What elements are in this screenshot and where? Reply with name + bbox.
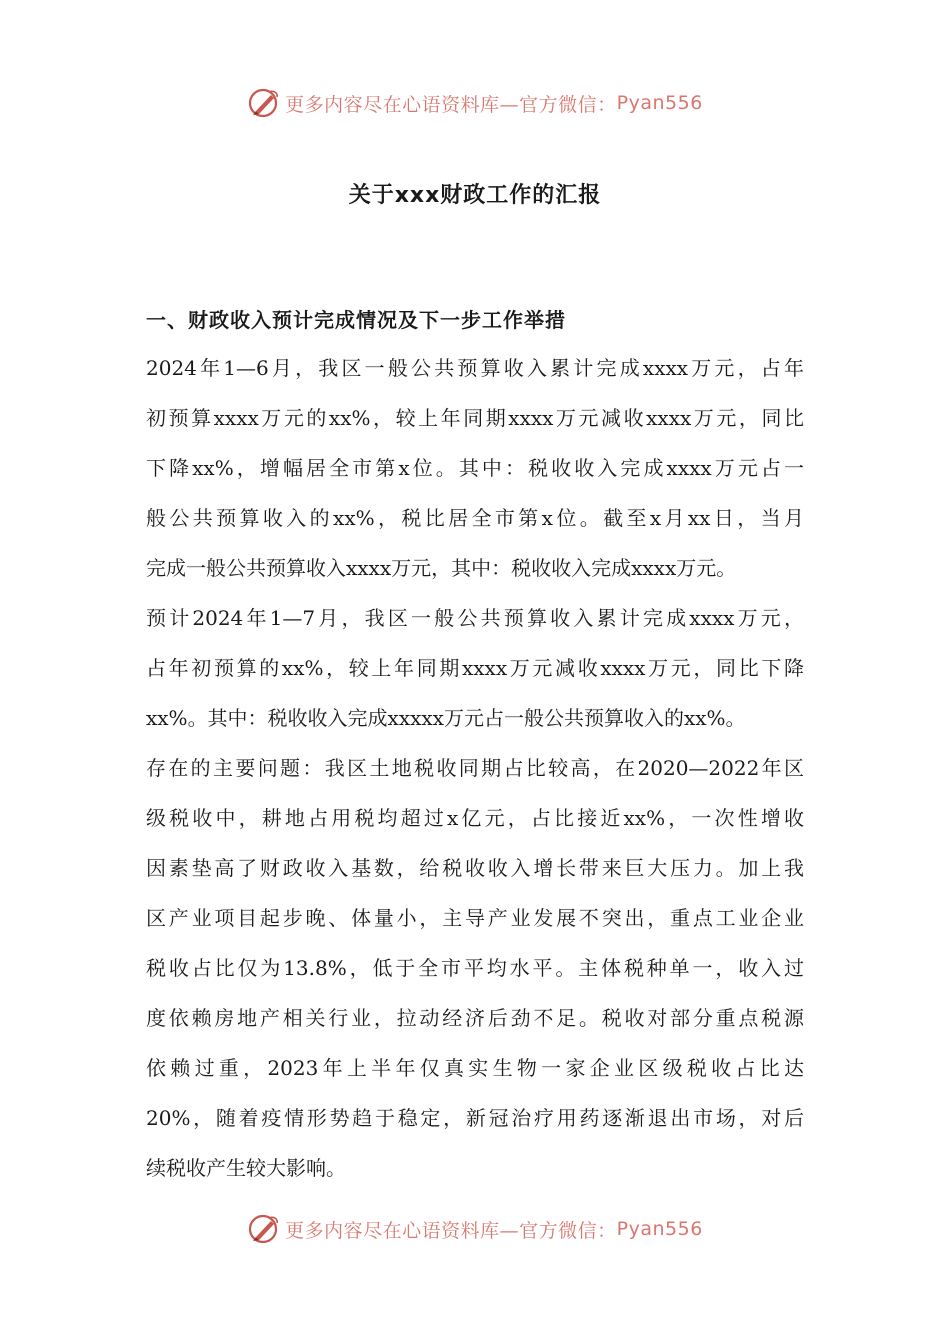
body-line: 20%，随着疫情形势趋于稳定，新冠治疗用药逐渐退出市场，对后 [146, 1106, 804, 1130]
section-heading: 一、财政收入预计完成情况及下一步工作举措 [146, 308, 566, 332]
watermark-text: 更多内容尽在心语资料库—官方微信： [285, 93, 617, 116]
watermark-wechat-id: Pyan556 [616, 92, 703, 114]
body-line: 完成一般公共预算收入xxxx万元，其中：税收收入完成xxxx万元。 [146, 556, 737, 580]
body-line: 级税收中，耕地占用税均超过x亿元，占比接近xx%，一次性增收 [146, 806, 804, 830]
document-title: 关于xxx财政工作的汇报 [348, 183, 602, 208]
body-line: 初预算xxxx万元的xx%，较上年同期xxxx万元减收xxxx万元，同比 [146, 406, 804, 430]
watermark-footer [0, 1212, 950, 1246]
watermark-text: 更多内容尽在心语资料库—官方微信： [285, 1219, 617, 1242]
watermark-wechat-id: Pyan556 [616, 1218, 703, 1240]
body-line: 下降xx%，增幅居全市第x位。其中：税收收入完成xxxx万元占一 [146, 456, 804, 480]
body-line: 2024年1—6月，我区一般公共预算收入累计完成xxxx万元，占年 [146, 356, 804, 380]
watermark-header [0, 86, 950, 120]
body-line: 续税收产生较大影响。 [146, 1156, 346, 1180]
pen-logo-icon [247, 1212, 281, 1246]
pen-logo-icon [247, 86, 281, 120]
body-line: 般公共预算收入的xx%，税比居全市第x位。截至x月xx日，当月 [146, 506, 804, 530]
body-line: xx%。其中：税收收入完成xxxxx万元占一般公共预算收入的xx%。 [146, 706, 746, 730]
body-paragraphs [146, 343, 804, 1193]
body-line: 区产业项目起步晚、体量小，主导产业发展不突出，重点工业企业 [146, 906, 804, 930]
body-line: 占年初预算的xx%，较上年同期xxxx万元减收xxxx万元，同比下降 [146, 656, 804, 680]
body-line: 度依赖房地产相关行业，拉动经济后劲不足。税收对部分重点税源 [146, 1006, 804, 1030]
body-line: 预计2024年1—7月，我区一般公共预算收入累计完成xxxx万元， [146, 606, 804, 630]
body-line: 因素垫高了财政收入基数，给税收收入增长带来巨大压力。加上我 [146, 856, 804, 880]
body-line: 存在的主要问题：我区土地税收同期占比较高，在2020—2022年区 [146, 756, 804, 780]
body-line: 税收占比仅为13.8%，低于全市平均水平。主体税种单一，收入过 [146, 956, 804, 980]
body-line: 依赖过重，2023年上半年仅真实生物一家企业区级税收占比达 [146, 1056, 804, 1080]
